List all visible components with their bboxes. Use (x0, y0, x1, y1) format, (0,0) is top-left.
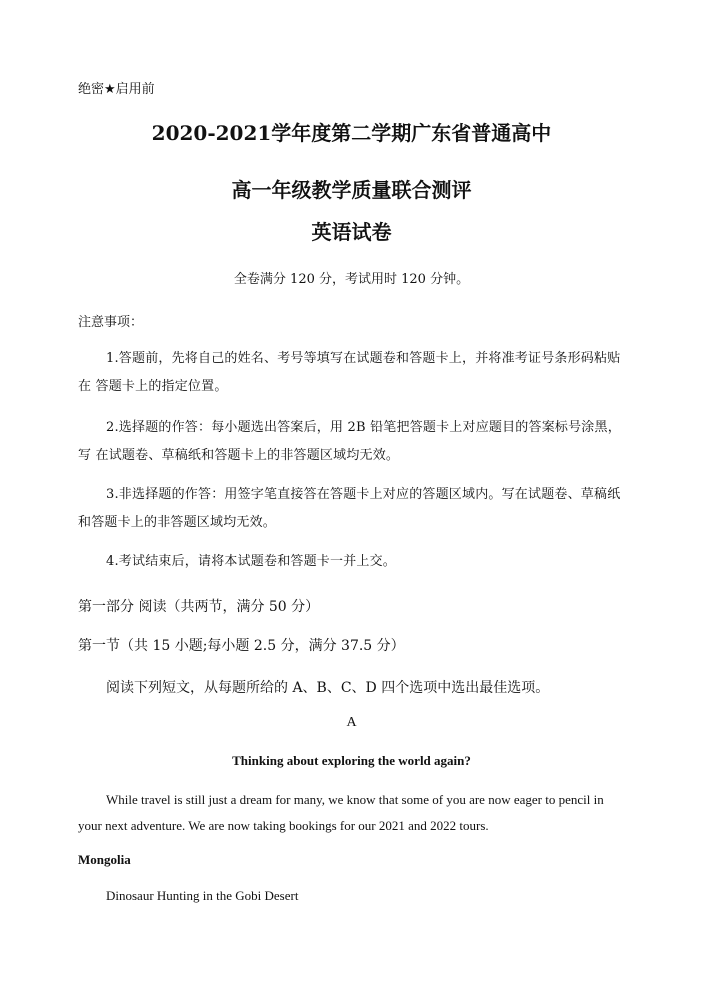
confidential-label: 绝密★启用前 (78, 82, 155, 97)
exam-title-line1: 2020-2021学年度第二学期广东省普通高中 (151, 121, 552, 145)
notes-heading: 注意事项： (78, 315, 144, 330)
score-info: 全卷满分 120 分，考试用时 120 分钟。 (233, 272, 470, 287)
exam-subject-title: 英语试卷 (311, 220, 392, 244)
note-item-1: 1.答题前，先将自己的姓名、考号等填写在试题卷和答题卡上，并将准考证号条形码粘贴在 答题卡上的指定位置。 (78, 351, 621, 394)
tour-name: Dinosaur Hunting in the Gobi Desert (106, 888, 299, 903)
part-heading: 第一部分 阅读（共两节，满分 50 分） (78, 599, 320, 615)
destination-heading: Mongolia (78, 852, 131, 867)
reading-instruction: 阅读下列短文，从每题所给的 A、B、C、D 四个选项中选出最佳选项。 (106, 680, 550, 696)
passage-letter: A (346, 715, 357, 730)
exam-title-line2: 高一年级教学质量联合测评 (231, 178, 472, 202)
subsection-heading: 第一节（共 15 小题;每小题 2.5 分，满分 37.5 分） (78, 638, 405, 654)
note-item-4: 4.考试结束后，请将本试题卷和答题卡一并上交。 (106, 554, 397, 569)
passage-title: Thinking about exploring the world again? (232, 753, 471, 768)
passage-intro: While travel is still just a dream for many, we know that some of you are now eager to pencil in your next adventure. We are now taking bookings for our 2021 and 2022 tours. (78, 792, 604, 833)
note-item-3: 3.非选择题的作答：用签字笔直接答在答题卡上对应的答题区域内。写在试题卷、草稿纸 和答题卡上的非答题区域均无效。 (78, 487, 621, 530)
note-item-2: 2.选择题的作答：每小题选出答案后，用 2B 铅笔把答题卡上对应题目的答案标号涂黑，写 在试题卷、草稿纸和答题卡上的非答题区域均无效。 (78, 420, 621, 463)
